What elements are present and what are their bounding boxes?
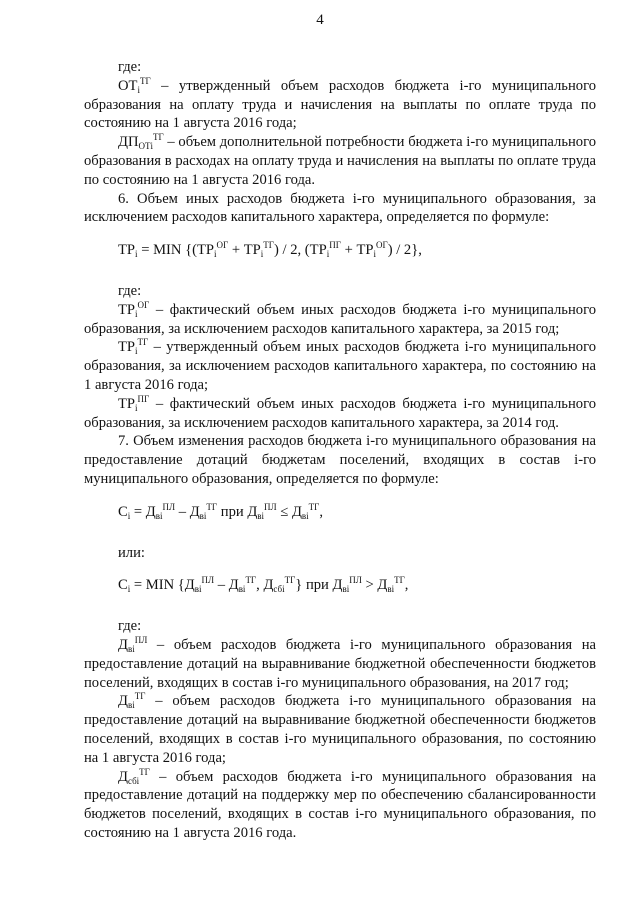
definition-dp: $ДП_{ОТi}^{ТГ}$ – объем дополнительной потребности бюджета i-го муниципального образования в расходах на оплату труда и начисления на выплаты по оплате труда по состоянию на 1 августа 2016 года. bbox=[84, 132, 596, 188]
page-number: 4 bbox=[316, 12, 324, 28]
formula-c-2: $С_i$ = MIN {$Д_{вi}^{ПЛ} - Д_{вi}^{ТГ}$, $Д_{сбi}^{ТГ}$} при $Д_{вi}^{ПЛ} > Д_{вi}^{ТГ}$, bbox=[118, 575, 409, 595]
document-body bbox=[84, 58, 596, 843]
formula-c-1: $С_i = Д_{вi}^{ПЛ} - Д_{вi}^{ТГ}$ при $Д_{вi}^{ПЛ} \le Д_{вi}^{ТГ}$, bbox=[118, 501, 324, 521]
item-7-text: 7. Объем изменения расходов бюджета i-го муниципального образования на предоставление дотаций бюджетам поселений, входящих в состав i-го муниципального образования, определяется по формуле: bbox=[84, 433, 596, 487]
where-label-3: где: bbox=[118, 618, 142, 635]
where-label-2: где: bbox=[118, 282, 142, 299]
definition-d-pl: $Д_{вi}^{ПЛ}$ – объем расходов бюджета i-го муниципального образования на предоставление дотаций на выравнивание бюджетной обеспеченности бюджетов поселений, входящих в состав i-го муниципального образования, на 2017 год; bbox=[84, 634, 596, 691]
definition-ot: $ОТ_i^{ТГ}$ – утвержденный объем расходов бюджета i-го муниципального образования на оплату труда и начисления на выплаты по оплате труда по состоянию на 1 августа 2016 года; bbox=[84, 75, 596, 132]
definition-d-sbi: $Д_{сбi}^{ТГ}$ – объем расходов бюджета i-го муниципального образования на предоставление дотаций на поддержку мер по обеспечению сбалансированности бюджетов поселений, входящих в состав i-го муниципального образования, по состоянию на 1 августа 2016 года. bbox=[84, 766, 596, 841]
definition-d-tg: $Д_{вi}^{ТГ}$ – объем расходов бюджета i-го муниципального образования на предоставление дотаций на выравнивание бюджетной обеспеченности бюджетов поселений, входящих в состав i-го муниципального образования, по состоянию на 1 августа 2016 года; bbox=[84, 691, 596, 766]
item-6-text: 6. Объем иных расходов бюджета i-го муниципального образования, за исключением расходов капитального характера, определяется по формуле: bbox=[84, 190, 596, 226]
where-label-1: где: bbox=[118, 59, 142, 75]
definition-tr-og: $ТР_i^{ОГ}$ – фактический объем иных расходов бюджета i-го муниципального образования, за исключением расходов капитального характера, за 2015 год; bbox=[84, 299, 596, 337]
definition-tr-pg: $ТР_i^{ПГ}$ – фактический объем иных расходов бюджета i-го муниципального образования, за исключением расходов капитального характера, за 2014 год. bbox=[84, 393, 596, 431]
formula-tr: $ТР_i$ = MIN {$(ТР_i^{ОГ} + ТР_i^{ТГ}) / 2$, $(ТР_i^{ПГ} + ТР_i^{ОГ}) / 2$}, bbox=[118, 240, 422, 260]
definition-tr-tg: $ТР_i^{ТГ}$ – утвержденный объем иных расходов бюджета i-го муниципального образования, за исключением расходов капитального характера, по состоянию на 1 августа 2016 года; bbox=[84, 337, 596, 393]
or-label: или: bbox=[118, 544, 145, 561]
